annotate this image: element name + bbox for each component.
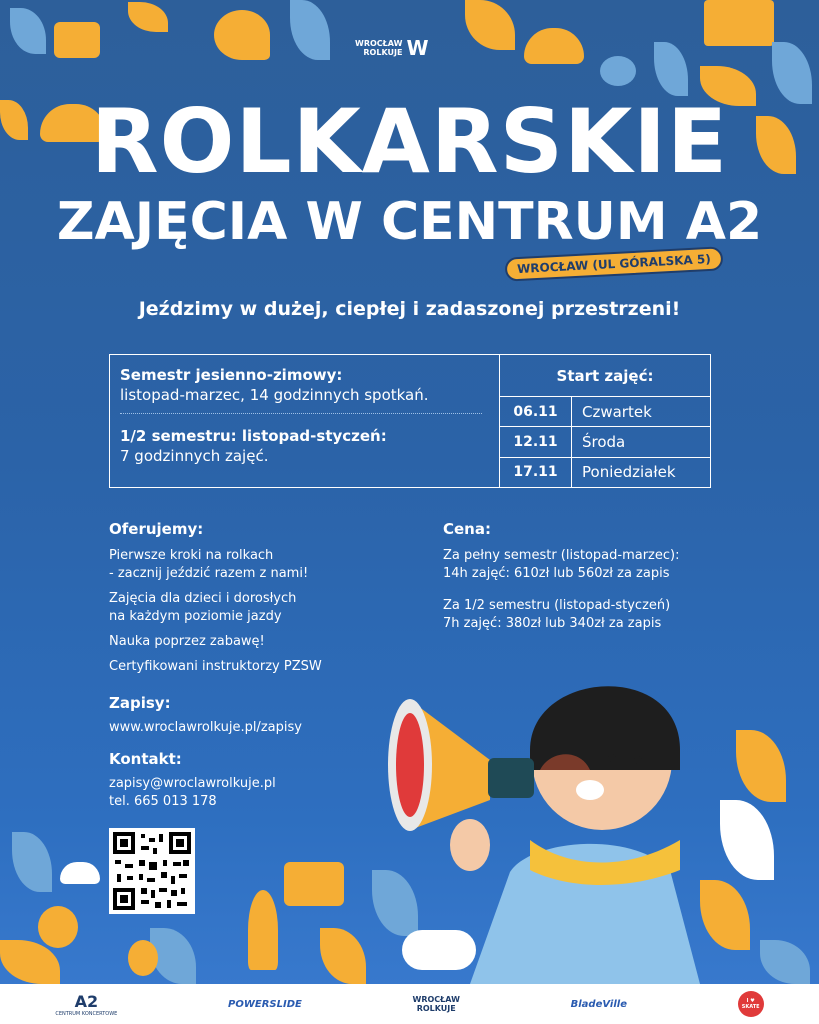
price-heading: Cena:: [443, 520, 491, 538]
umbrella-decoration: [248, 890, 278, 970]
eye-shape: [608, 754, 616, 762]
offer-item: na każdym poziomie jazdy: [109, 609, 282, 624]
start-date: 17.11: [500, 458, 572, 487]
contact-phone: tel. 665 013 178: [109, 794, 217, 809]
main-subtitle: ZAJĘCIA W CENTRUM A2: [56, 192, 763, 252]
start-row: [500, 397, 710, 427]
semester-info: [110, 355, 500, 487]
price-full-line1: Za pełny semestr (listopad-marzec):: [443, 548, 680, 563]
sweater-decoration: [704, 0, 774, 46]
brand-line1: WROCŁAW: [355, 39, 403, 48]
partner-logos-footer: [0, 984, 819, 1024]
signup-heading: Zapisy:: [109, 694, 171, 712]
signup-link[interactable]: www.wroclawrolkuje.pl/zapisy: [109, 720, 302, 735]
acorn-decoration: [128, 940, 158, 976]
leaf-decoration: [290, 0, 330, 60]
start-day: Poniedziałek: [582, 463, 676, 482]
qr-code-image: [113, 832, 191, 910]
powerslide-logo: POWERSLIDE: [228, 998, 302, 1010]
leaf-decoration: [320, 928, 366, 984]
price-full-line2: 14h zajęć: 610zł lub 560zł za zapis: [443, 566, 670, 581]
leaf-decoration: [12, 832, 52, 892]
start-heading: Start zajęć:: [500, 355, 710, 397]
contact-heading: Kontakt:: [109, 750, 182, 768]
offer-heading: Oferujemy:: [109, 520, 204, 538]
main-title: ROLKARSKIE: [90, 90, 729, 193]
skate-decoration: [54, 22, 100, 58]
qr-code[interactable]: [109, 828, 195, 914]
bladeville-logo: BladeVille: [570, 998, 627, 1010]
wroclaw-rolkuje-line1: WROCŁAW: [412, 995, 460, 1004]
half-semester-title: 1/2 semestru: listopad-styczeń:: [120, 427, 387, 445]
half-semester-desc: 7 godzinnych zajęć.: [120, 447, 269, 465]
offer-item: Nauka poprzez zabawę!: [109, 634, 265, 649]
wroclaw-rolkuje-line2: ROLKUJE: [416, 1004, 456, 1013]
start-dates: [500, 355, 710, 487]
tagline: Jeździmy w dużej, ciepłej i zadaszonej przestrzeni!: [138, 298, 681, 320]
brand-mark: W: [406, 36, 427, 60]
centrum-a2-sub: CENTRUM KONCERTOWE: [55, 1010, 118, 1017]
leaf-decoration: [760, 940, 810, 984]
brand-line2: ROLKUJE: [363, 48, 403, 57]
skate-decoration: [284, 862, 344, 906]
acorn-decoration: [38, 906, 78, 948]
eye-shape: [634, 756, 642, 764]
start-date: 12.11: [500, 427, 572, 456]
schedule-table: [109, 354, 711, 488]
price-half-line1: Za 1/2 semestru (listopad-styczeń): [443, 598, 671, 613]
centrum-a2-mark: A2: [74, 991, 99, 1011]
mushroom-decoration: [60, 862, 100, 884]
offer-item: Zajęcia dla dzieci i dorosłych: [109, 591, 297, 606]
leaf-decoration: [654, 42, 688, 96]
i-love-skate-logo: I ♥ SKATE: [738, 991, 764, 1017]
leaf-decoration: [600, 56, 636, 86]
start-day: Czwartek: [582, 402, 652, 421]
semester-desc: listopad-marzec, 14 godzinnych spotkań.: [120, 386, 429, 404]
location-badge: WROCŁAW (UL GÓRALSKA 5): [505, 246, 724, 281]
start-day: Środa: [582, 432, 626, 451]
contact-email[interactable]: zapisy@wroclawrolkuje.pl: [109, 776, 276, 791]
brand-logo: [355, 36, 427, 60]
megaphone-handle: [488, 758, 534, 798]
mushroom-decoration: [524, 28, 584, 64]
centrum-a2-logo: [55, 992, 117, 1017]
mouth-shape: [576, 780, 604, 800]
leaf-decoration: [10, 8, 46, 54]
semester-title: Semestr jesienno-zimowy:: [120, 366, 343, 384]
hand-shape: [450, 819, 490, 871]
leaf-decoration: [128, 2, 168, 32]
price-half-line2: 7h zajęć: 380zł lub 340zł za zapis: [443, 616, 662, 631]
offer-item: Certyfikowani instruktorzy PZSW: [109, 659, 322, 674]
cloud-decoration: [402, 930, 476, 970]
heart-decoration: [214, 10, 270, 60]
start-row: [500, 427, 710, 457]
dotted-divider: [120, 413, 482, 414]
start-row: [500, 458, 710, 487]
megaphone-opening: [396, 713, 424, 817]
offer-item: Pierwsze kroki na rolkach: [109, 548, 274, 563]
offer-item: - zacznij jeździć razem z nami!: [109, 566, 309, 581]
leaf-decoration: [465, 0, 515, 50]
leaf-decoration: [736, 730, 786, 802]
start-date: 06.11: [500, 397, 572, 426]
wroclaw-rolkuje-logo: [413, 995, 460, 1013]
